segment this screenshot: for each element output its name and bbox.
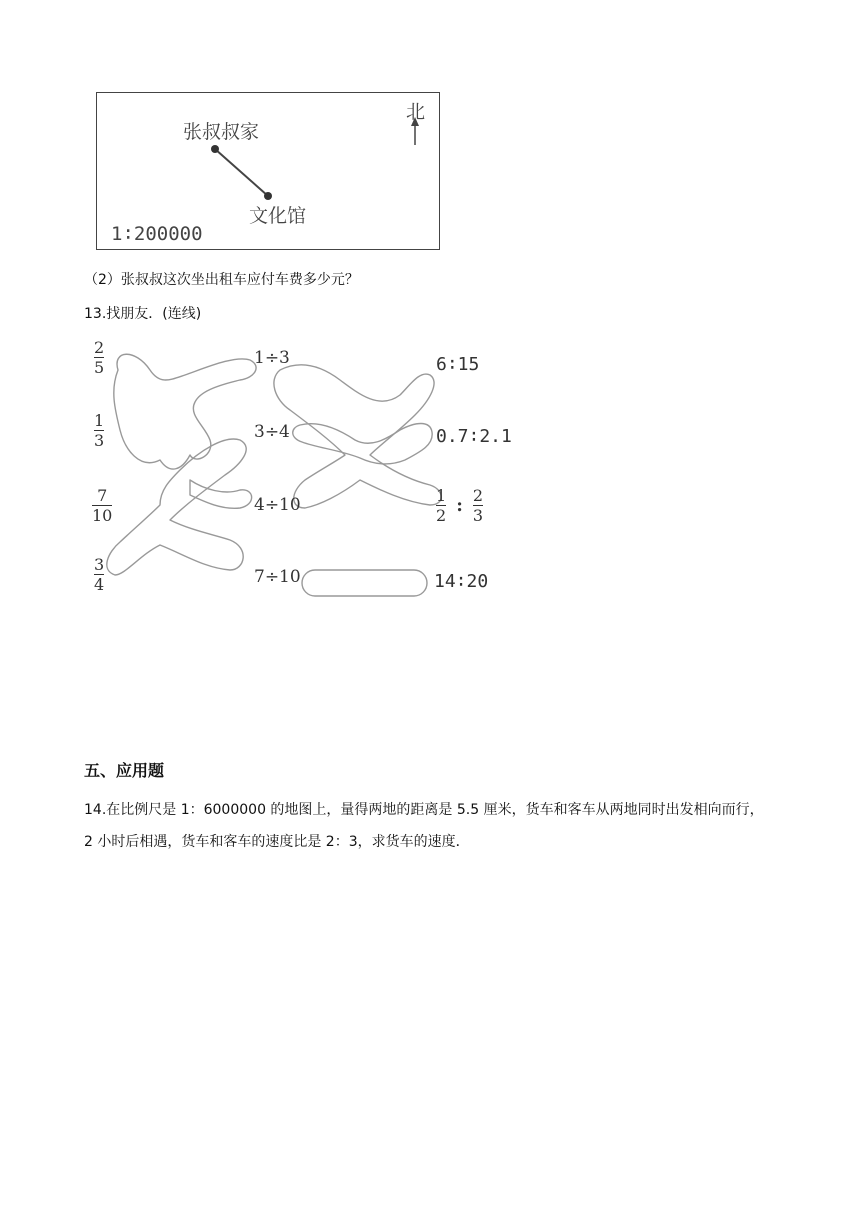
north-label: 北 xyxy=(406,101,426,123)
scribble-link-5 xyxy=(293,424,432,464)
home-label: 张叔叔家 xyxy=(183,121,260,143)
section-5-heading: 五、应用题 xyxy=(84,761,165,780)
numerator: 3 xyxy=(94,555,105,574)
numerator: 1 xyxy=(94,411,105,430)
question-13-title: 13.找朋友．(连线) xyxy=(84,306,202,322)
division-7-10[interactable]: 7÷10 xyxy=(254,567,301,587)
denominator: 2 xyxy=(436,506,447,525)
ratio-colon: : xyxy=(456,495,463,516)
question-14-line-2: 2 小时后相遇，货车和客车的速度比是 2：3，求货车的速度． xyxy=(84,834,470,850)
ratio-left-fraction xyxy=(436,487,446,524)
scribble-link-6 xyxy=(302,570,427,596)
ratio-14-20[interactable]: 14∶20 xyxy=(434,571,489,592)
denominator: 10 xyxy=(92,506,113,525)
fraction-2-5[interactable] xyxy=(94,339,104,376)
map-figure xyxy=(96,92,440,250)
museum-label: 文化馆 xyxy=(249,205,307,227)
fraction-1-3[interactable] xyxy=(94,412,104,449)
ratio-6-15[interactable]: 6∶15 xyxy=(436,354,480,375)
division-4-10[interactable]: 4÷10 xyxy=(254,495,301,515)
denominator: 3 xyxy=(472,506,484,525)
numerator: 2 xyxy=(94,338,105,357)
denominator: 3 xyxy=(94,431,105,450)
numerator: 7 xyxy=(97,486,108,505)
route-line xyxy=(215,149,268,196)
denominator: 5 xyxy=(94,358,105,377)
question-14-line-1: 14.在比例尺是 1：6000000 的地图上，量得两地的距离是 5.5 厘米，货车和客车从两地同时出发相向而行， xyxy=(84,802,764,818)
scribble-link-4 xyxy=(274,365,441,508)
question-12-part-2: （2）张叔叔这次坐出租车应付车费多少元？ xyxy=(84,272,359,288)
fraction-3-4[interactable] xyxy=(94,556,104,593)
home-dot xyxy=(211,145,219,153)
ratio-fractions[interactable] xyxy=(436,487,483,524)
numerator: 2 xyxy=(472,486,484,505)
scale-label: 1∶200000 xyxy=(111,223,203,245)
ratio-0.7-2.1[interactable]: 0.7∶2.1 xyxy=(436,426,512,447)
scribble-link-1 xyxy=(114,354,256,469)
numerator: 1 xyxy=(436,486,447,505)
ratio-right-fraction xyxy=(473,487,483,524)
denominator: 4 xyxy=(94,575,105,594)
division-3-4[interactable]: 3÷4 xyxy=(254,422,290,442)
museum-dot xyxy=(264,192,272,200)
division-1-3[interactable]: 1÷3 xyxy=(254,348,290,368)
fraction-7-10[interactable] xyxy=(92,487,112,524)
